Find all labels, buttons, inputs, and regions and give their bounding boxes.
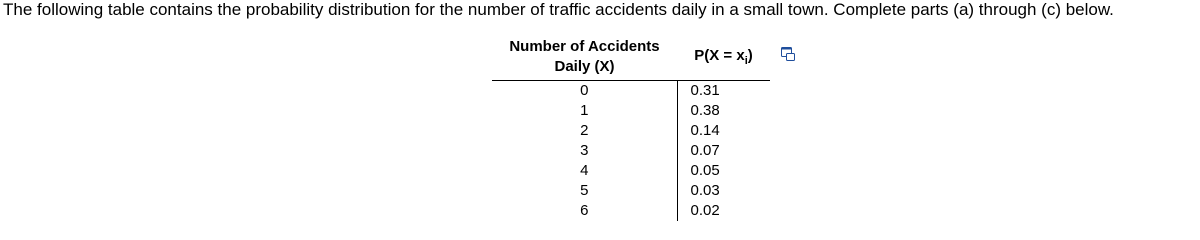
copy-table-icon[interactable]	[781, 47, 795, 61]
cell-accidents: 4	[492, 161, 677, 181]
cell-probability: 0.05	[690, 162, 720, 179]
header-probability-main: P(X = x	[694, 47, 745, 64]
table-row	[492, 161, 770, 181]
question-text: The following table contains the probability distribution for the number of traffic accidents daily in a small town. Complete parts (a) through (c) below.	[3, 0, 1114, 19]
cell-accidents: 2	[492, 121, 677, 141]
table-row	[492, 121, 770, 141]
cell-probability: 0.02	[690, 202, 720, 219]
table-row	[492, 201, 770, 221]
cell-probability: 0.07	[690, 142, 720, 159]
table-row	[492, 181, 770, 201]
probability-distribution-table	[492, 37, 770, 221]
cell-probability: 0.14	[690, 122, 720, 139]
table-row	[492, 141, 770, 161]
cell-probability: 0.31	[690, 82, 720, 99]
table-header-row	[492, 37, 770, 81]
cell-accidents: 1	[492, 101, 677, 121]
header-probability-close: )	[747, 47, 753, 64]
cell-probability: 0.03	[690, 182, 720, 199]
header-probability	[677, 37, 770, 81]
header-probability-subscript: i	[744, 55, 748, 67]
cell-accidents: 0	[492, 81, 677, 102]
cell-accidents: 5	[492, 181, 677, 201]
header-accidents-line2: Daily (X)	[554, 58, 615, 75]
cell-accidents: 3	[492, 141, 677, 161]
table-row	[492, 101, 770, 121]
header-accidents	[492, 37, 677, 81]
header-accidents-line1: Number of Accidents	[509, 38, 660, 55]
table-row	[492, 81, 770, 102]
cell-probability: 0.38	[690, 102, 720, 119]
cell-accidents: 6	[492, 201, 677, 221]
